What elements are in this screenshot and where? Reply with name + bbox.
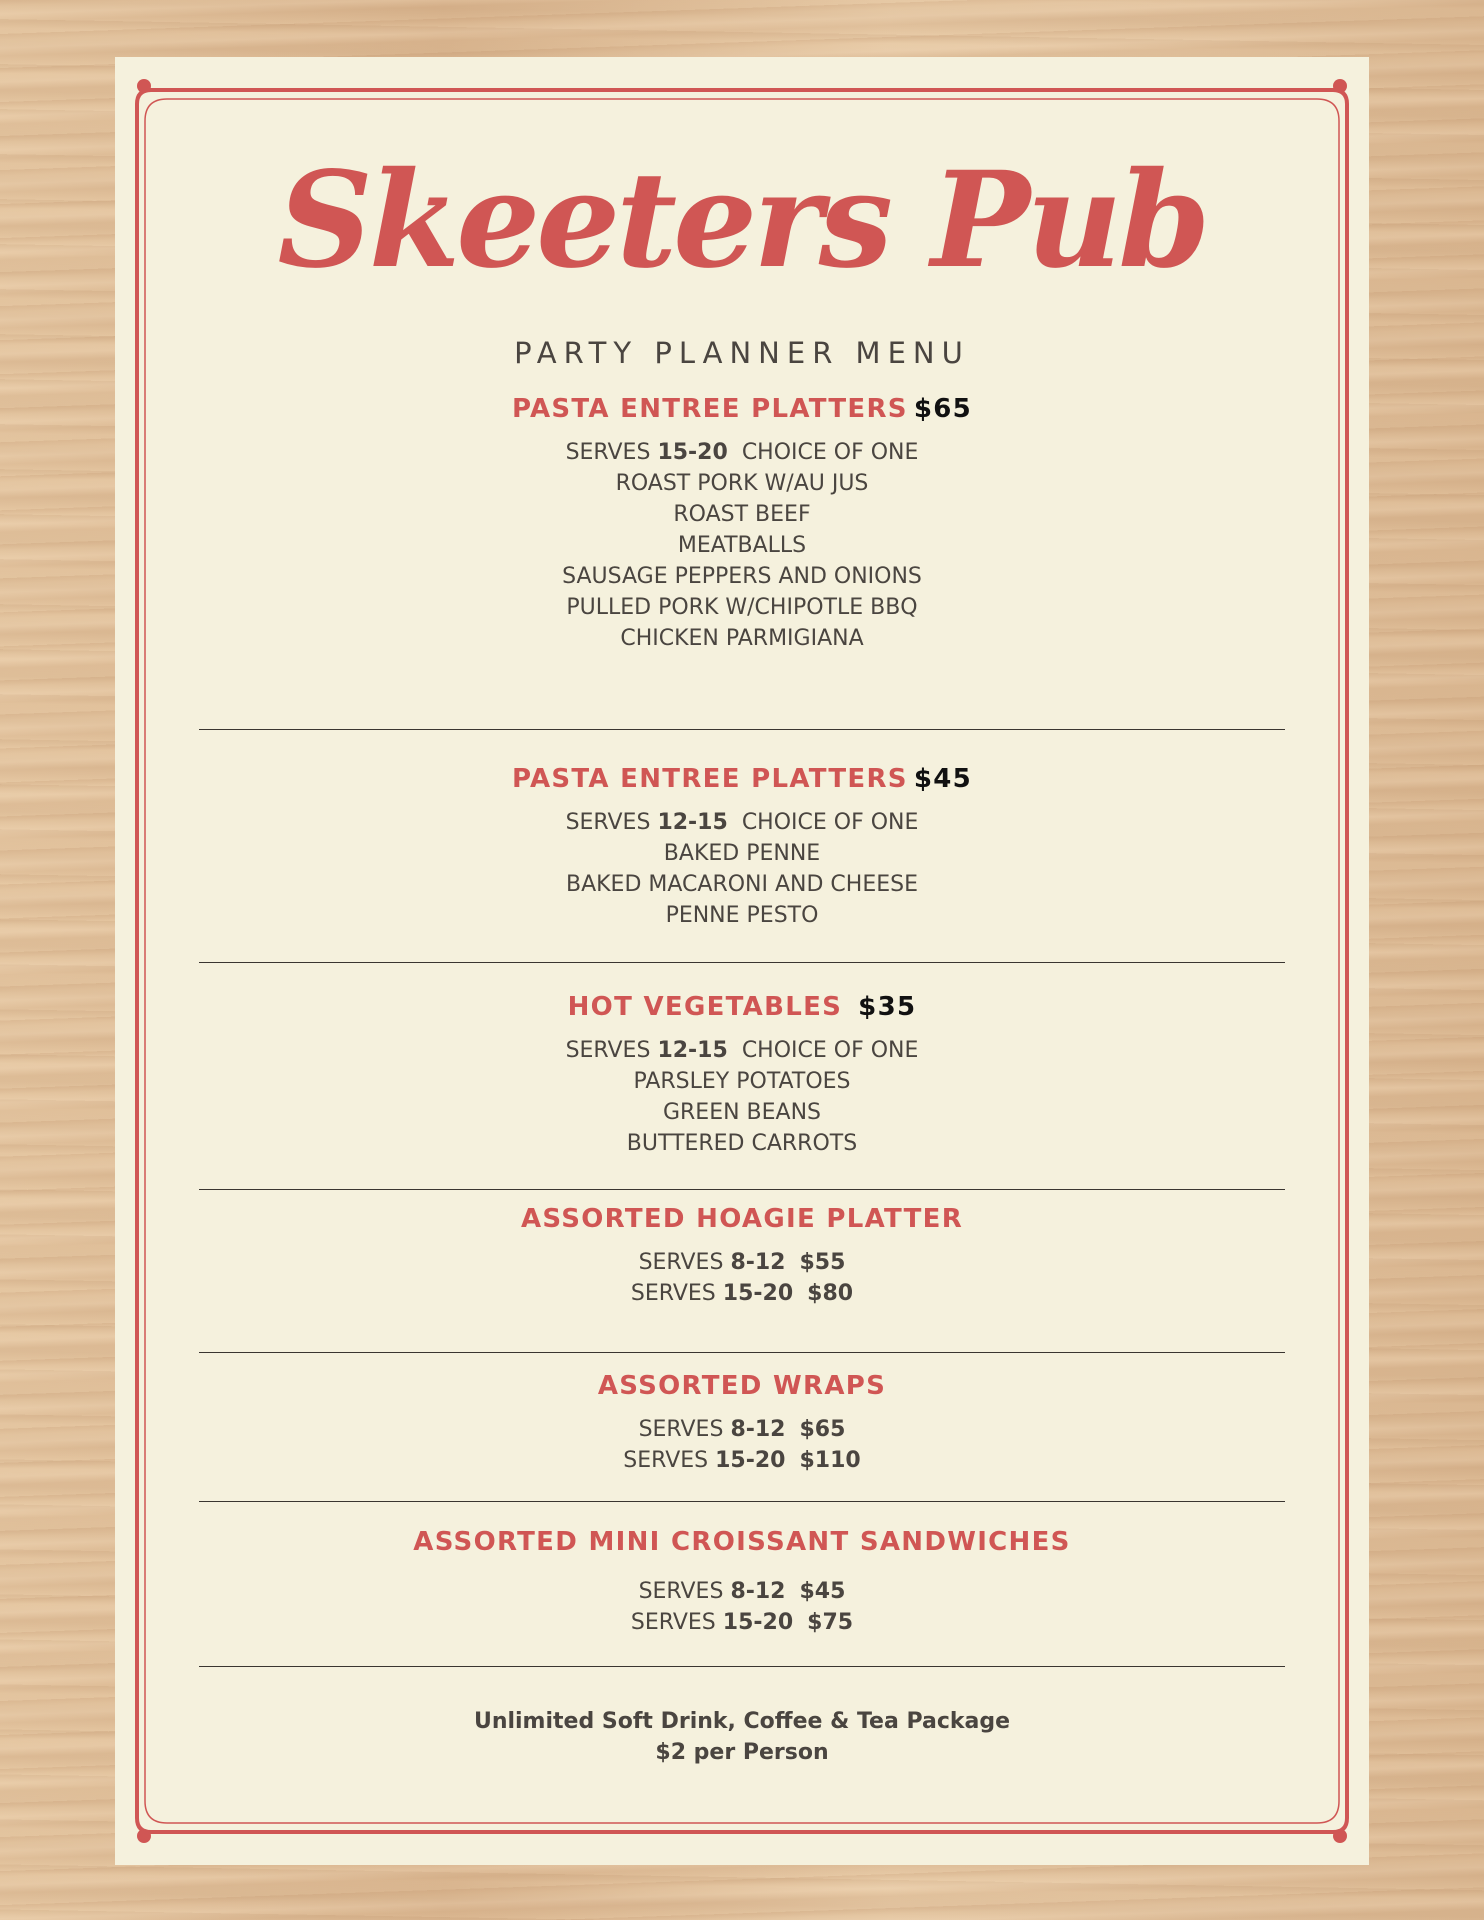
divider: [199, 1666, 1285, 1667]
section-title: PASTA ENTREE PLATTERS $45: [511, 764, 973, 794]
list-item: BAKED PENNE: [663, 841, 821, 866]
section-title: PASTA ENTREE PLATTERS $65: [511, 394, 973, 424]
list-item: BUTTERED CARROTS: [626, 1131, 858, 1156]
section-hoagie: [115, 1201, 1369, 1309]
section-title: HOT VEGETABLES $35: [567, 992, 917, 1022]
section-wraps: [115, 1368, 1369, 1476]
section-croissant: [115, 1524, 1369, 1638]
section-pasta-45: [115, 761, 1369, 931]
menu-subtitle: PARTY PLANNER MENU: [514, 336, 970, 370]
divider: [199, 729, 1285, 730]
serves-line: SERVES 8-12 $55: [638, 1250, 846, 1275]
serves-line: SERVES 8-12 $65: [638, 1417, 846, 1442]
list-item: CHICKEN PARMIGIANA: [620, 626, 864, 651]
section-price: $65: [913, 394, 973, 424]
list-item: BAKED MACARONI AND CHEESE: [565, 872, 918, 897]
section-hot-vegetables: [115, 989, 1369, 1159]
divider: [199, 1189, 1285, 1190]
list-item: GREEN BEANS: [662, 1100, 822, 1125]
serves-line: SERVES 15-20 $110: [623, 1448, 861, 1473]
list-item: SAUSAGE PEPPERS AND ONIONS: [562, 564, 922, 589]
list-item: ROAST BEEF: [673, 502, 811, 527]
drink-package-price: $2 per Person: [655, 1740, 829, 1765]
serves-line: SERVES 15-20 CHOICE OF ONE: [565, 440, 919, 465]
section-title: ASSORTED HOAGIE PLATTER: [520, 1204, 964, 1234]
list-item: PARSLEY POTATOES: [633, 1069, 851, 1094]
section-price: $45: [913, 764, 973, 794]
serves-line: SERVES 12-15 CHOICE OF ONE: [565, 810, 919, 835]
serves-line: SERVES 8-12 $45: [638, 1579, 846, 1604]
list-item: PENNE PESTO: [665, 903, 819, 928]
section-title: ASSORTED WRAPS: [597, 1371, 887, 1401]
section-price: $35: [858, 992, 917, 1022]
divider: [199, 1501, 1285, 1502]
divider: [199, 1352, 1285, 1353]
serves-line: SERVES 12-15 CHOICE OF ONE: [565, 1038, 919, 1063]
drink-package-title: Unlimited Soft Drink, Coffee & Tea Package: [473, 1709, 1011, 1734]
divider: [199, 962, 1285, 963]
serves-line: SERVES 15-20 $75: [630, 1610, 854, 1635]
list-item: MEATBALLS: [677, 533, 807, 558]
menu-paper: [115, 57, 1369, 1865]
list-item: ROAST PORK W/AU JUS: [615, 471, 869, 496]
section-pasta-65: [115, 391, 1369, 654]
section-title: ASSORTED MINI CROISSANT SANDWICHES: [413, 1527, 1071, 1557]
pub-logo: Skeeters Pub: [277, 143, 1207, 298]
drink-package: [115, 1706, 1369, 1768]
list-item: PULLED PORK W/CHIPOTLE BBQ: [566, 595, 918, 620]
serves-line: SERVES 15-20 $80: [630, 1281, 854, 1306]
